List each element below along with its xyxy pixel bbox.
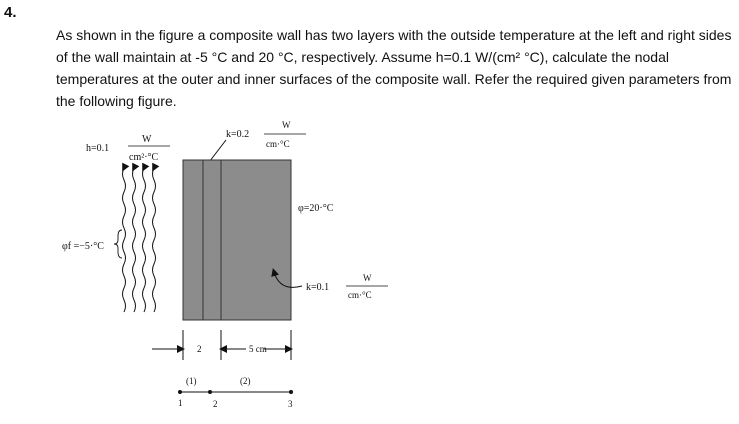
left-brace [114,230,122,258]
h-unit-numerator: W [142,134,152,145]
dimension-lines [152,330,291,360]
node-1-label: 1 [178,398,183,408]
convection-arrows [123,168,156,312]
node-3-label: 3 [288,399,293,409]
dimension-thin: 2 [197,344,202,354]
k-right-label: k=0.1 [306,282,330,293]
node-2-label: 2 [213,399,218,409]
wall-layer-2 [221,160,291,320]
k-right-unit-denominator: cm·°C [348,290,372,300]
node-3-dot [289,390,293,394]
k-left-unit-numerator: W [282,120,291,130]
element-1-label: (1) [186,376,197,386]
element-2-label: (2) [240,376,251,386]
node-2-dot [208,390,212,394]
problem-statement: As shown in the figure a composite wall has two layers with the outside temperature at the left and right sides of the wall maintain at -5 °C and 20 °C, respectively. Assume h=0.1 W/(cm² °C), calculate the nodal temperatures at the outer and inner surfaces of the composite wall. Refer the required given parameters from the following figure. [56,27,732,109]
question-number: 4. [4,4,17,21]
wall-layer-1 [183,160,221,320]
k-left-unit-denominator: cm·°C [266,139,290,149]
h-unit-denominator: cm²·°C [129,152,159,163]
phi-left-label: φf =−5·°C [62,241,104,252]
k-left-label: k=0.2 [226,129,250,140]
phi-right-label: φ=20·°C [298,203,334,214]
dimension-thick: 5 cm [249,344,267,354]
h-label: h=0.1 [86,143,110,154]
k-right-unit-numerator: W [363,273,372,283]
node-1-dot [178,390,182,394]
